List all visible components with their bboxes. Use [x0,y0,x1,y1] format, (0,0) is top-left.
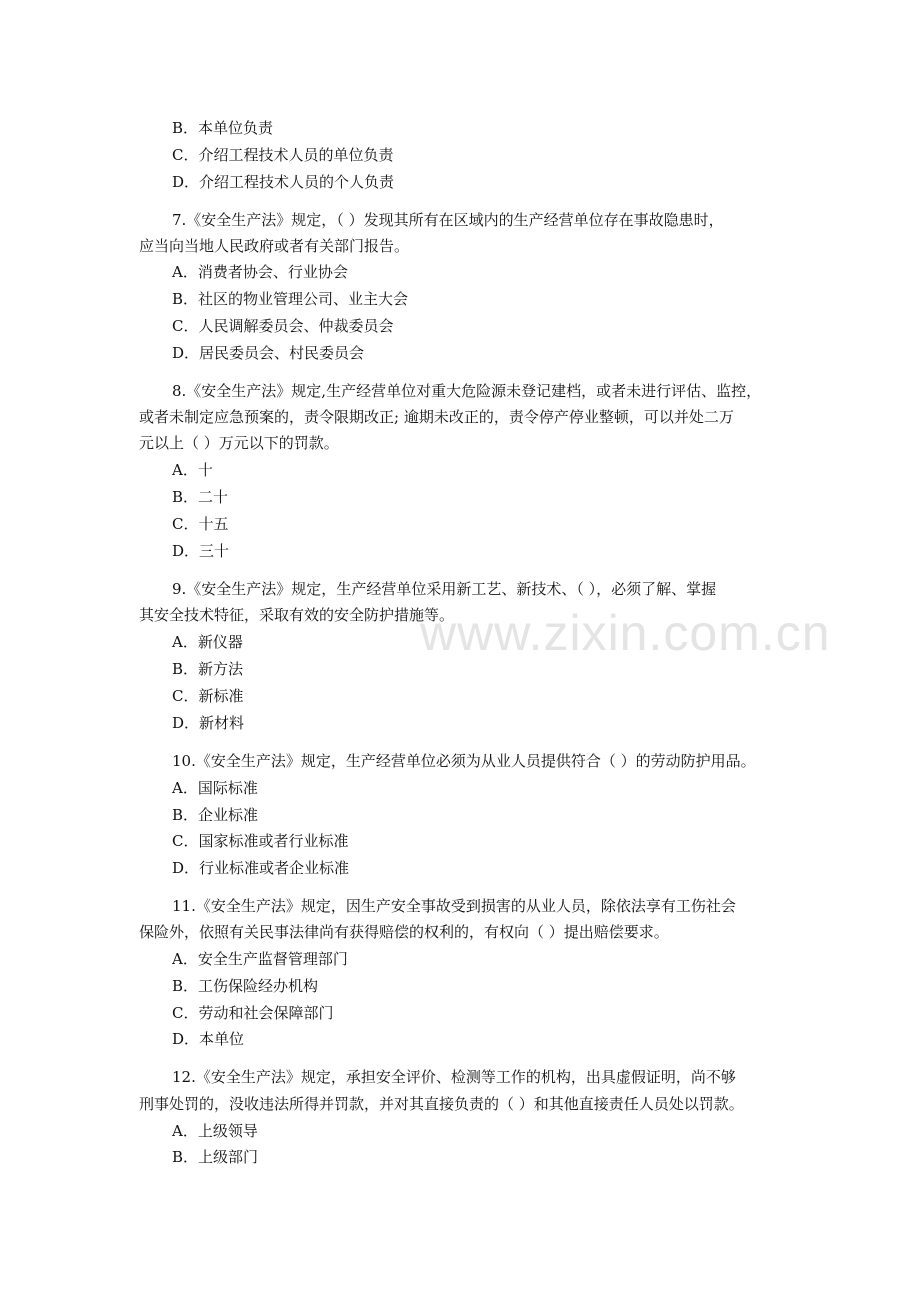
question-7-text-cont: 应当向当地人民政府或者有关部门报告。 [139,237,410,255]
question-10-option-d: D．行业标准或者企业标准 [172,859,350,877]
question-11-text: 11.《安全生产法》规定，因生产安全事故受到损害的从业人员，除依法享有工伤社会 [172,897,736,915]
question-8-option-b: B．二十 [172,488,229,506]
question-12-text: 12.《安全生产法》规定，承担安全评价、检测等工作的机构，出具虚假证明，尚不够 [172,1068,736,1086]
option-c: C．介绍工程技术人员的单位负责 [172,146,394,164]
question-8-text-cont: 或者未制定应急预案的，责令限期改正; 逾期未改正的，责令停产停业整顿，可以并处二万 [139,408,734,426]
question-11-option-d: D．本单位 [172,1030,245,1048]
question-12-option-a: A．上级领导 [172,1122,258,1140]
question-7-option-c: C．人民调解委员会、仲裁委员会 [172,317,394,335]
question-9-option-d: D．新材料 [172,714,245,732]
question-11-option-c: C．劳动和社会保障部门 [172,1004,334,1022]
question-8-option-c: C．十五 [172,515,229,533]
question-9-text-cont: 其安全技术特征，采取有效的安全防护措施等。 [139,606,455,624]
question-7-option-d: D．居民委员会、村民委员会 [172,344,365,362]
question-8-option-d: D．三十 [172,542,230,560]
watermark: www.zixin.com.cn [420,605,831,661]
option-d: D．介绍工程技术人员的个人负责 [172,173,395,191]
question-12-option-b: B．上级部门 [172,1148,259,1166]
question-7-text: 7.《安全生产法》规定，（ ）发现其所有在区域内的生产经营单位存在事故隐患时， [172,211,724,229]
question-11-text-cont: 保险外，依照有关民事法律尚有获得赔偿的权利的，有权向（ ）提出赔偿要求。 [139,923,669,941]
question-10-option-c: C．国家标准或者行业标准 [172,832,349,850]
question-11-option-b: B．工伤保险经办机构 [172,977,319,995]
option-b: B．本单位负责 [172,119,274,137]
question-12-text-cont: 刑事处罚的，没收违法所得并罚款，并对其直接负责的（ ）和其他直接责任人员处以罚款。 [139,1095,744,1113]
question-9-text: 9.《安全生产法》规定，生产经营单位采用新工艺、新技术、（ ），必须了解、掌握 [172,580,717,598]
question-8-option-a: A．十 [172,461,213,479]
question-9-option-b: B．新方法 [172,660,244,678]
question-9-option-a: A．新仪器 [172,633,243,651]
question-11-option-a: A．安全生产监督管理部门 [172,950,348,968]
question-10-option-a: A．国际标准 [172,779,258,797]
question-8-text: 8.《安全生产法》规定,生产经营单位对重大危险源未登记建档，或者未进行评估、监控， [172,382,762,400]
question-7-option-a: A．消费者协会、行业协会 [172,263,348,281]
question-7-option-b: B．社区的物业管理公司、业主大会 [172,290,409,308]
question-10-text: 10.《安全生产法》规定，生产经营单位必须为从业人员提供符合（ ）的劳动防护用品。 [172,752,756,770]
question-9-option-c: C．新标准 [172,687,244,705]
question-8-text-cont: 元以上（ ）万元以下的罚款。 [139,434,339,452]
question-10-option-b: B．企业标准 [172,806,259,824]
